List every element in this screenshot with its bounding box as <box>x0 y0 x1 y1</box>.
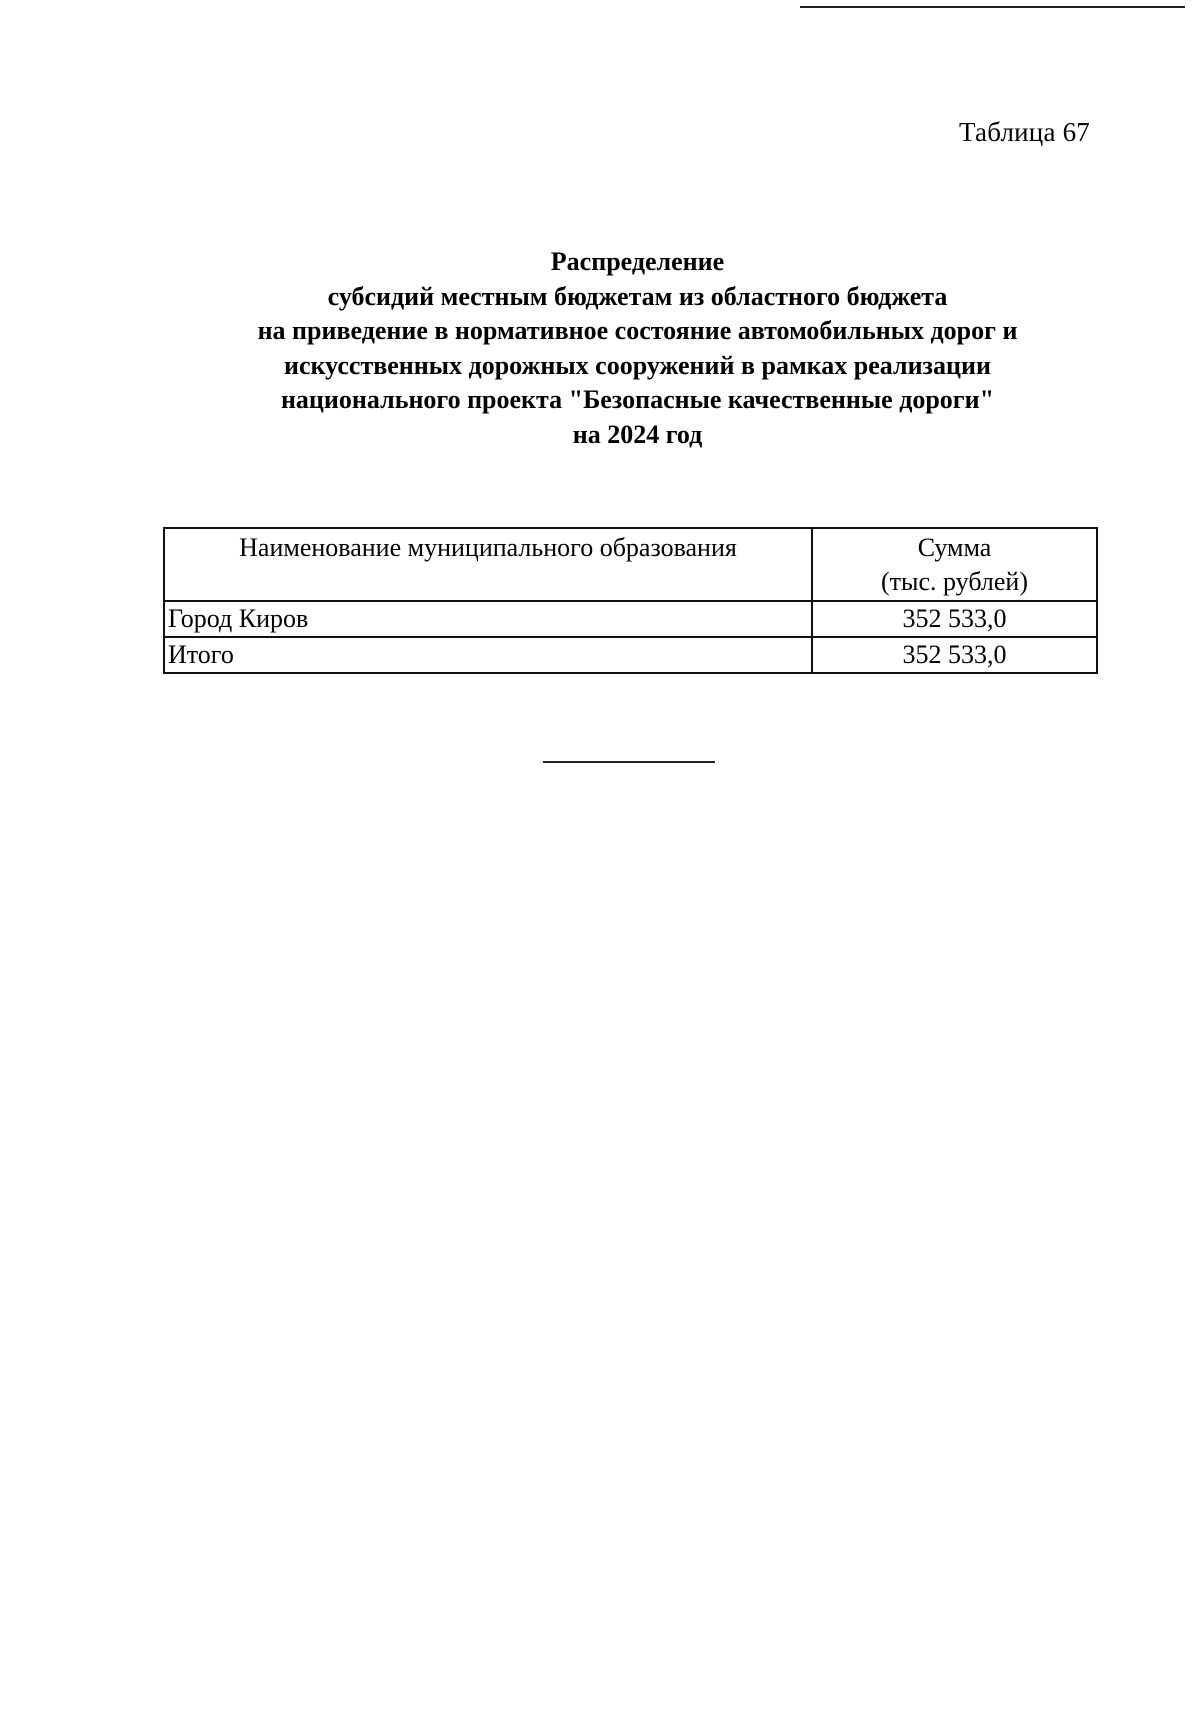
title-line: искусственных дорожных сооружений в рамках реализации <box>284 350 991 380</box>
header-sum <box>812 528 1097 601</box>
title-line: субсидий местным бюджетам из областного бюджета <box>327 281 948 311</box>
row-sum: 352 533,0 <box>812 601 1097 637</box>
total-label: Итого <box>164 637 812 673</box>
subsidy-table <box>163 527 1098 674</box>
row-municipality: Город Киров <box>164 601 812 637</box>
table-header-row <box>164 528 1097 601</box>
table-row <box>164 601 1097 637</box>
total-sum: 352 533,0 <box>812 637 1097 673</box>
header-sum-unit: (тыс. рублей) <box>880 567 1028 596</box>
table-number: Таблица 67 <box>959 117 1090 147</box>
title-line: Распределение <box>550 247 725 276</box>
table-total-row <box>164 637 1097 673</box>
top-rule <box>800 6 1185 8</box>
title-line: на 2024 год <box>572 419 703 449</box>
header-municipality: Наименование муниципального образования <box>164 528 812 601</box>
title-line: на приведение в нормативное состояние автомобильных дорог и <box>257 316 1018 345</box>
title-line: национального проекта "Безопасные качественные дороги" <box>280 385 995 414</box>
document-title <box>160 245 1115 452</box>
closing-rule <box>543 761 715 763</box>
header-sum-label: Сумма <box>917 533 992 562</box>
